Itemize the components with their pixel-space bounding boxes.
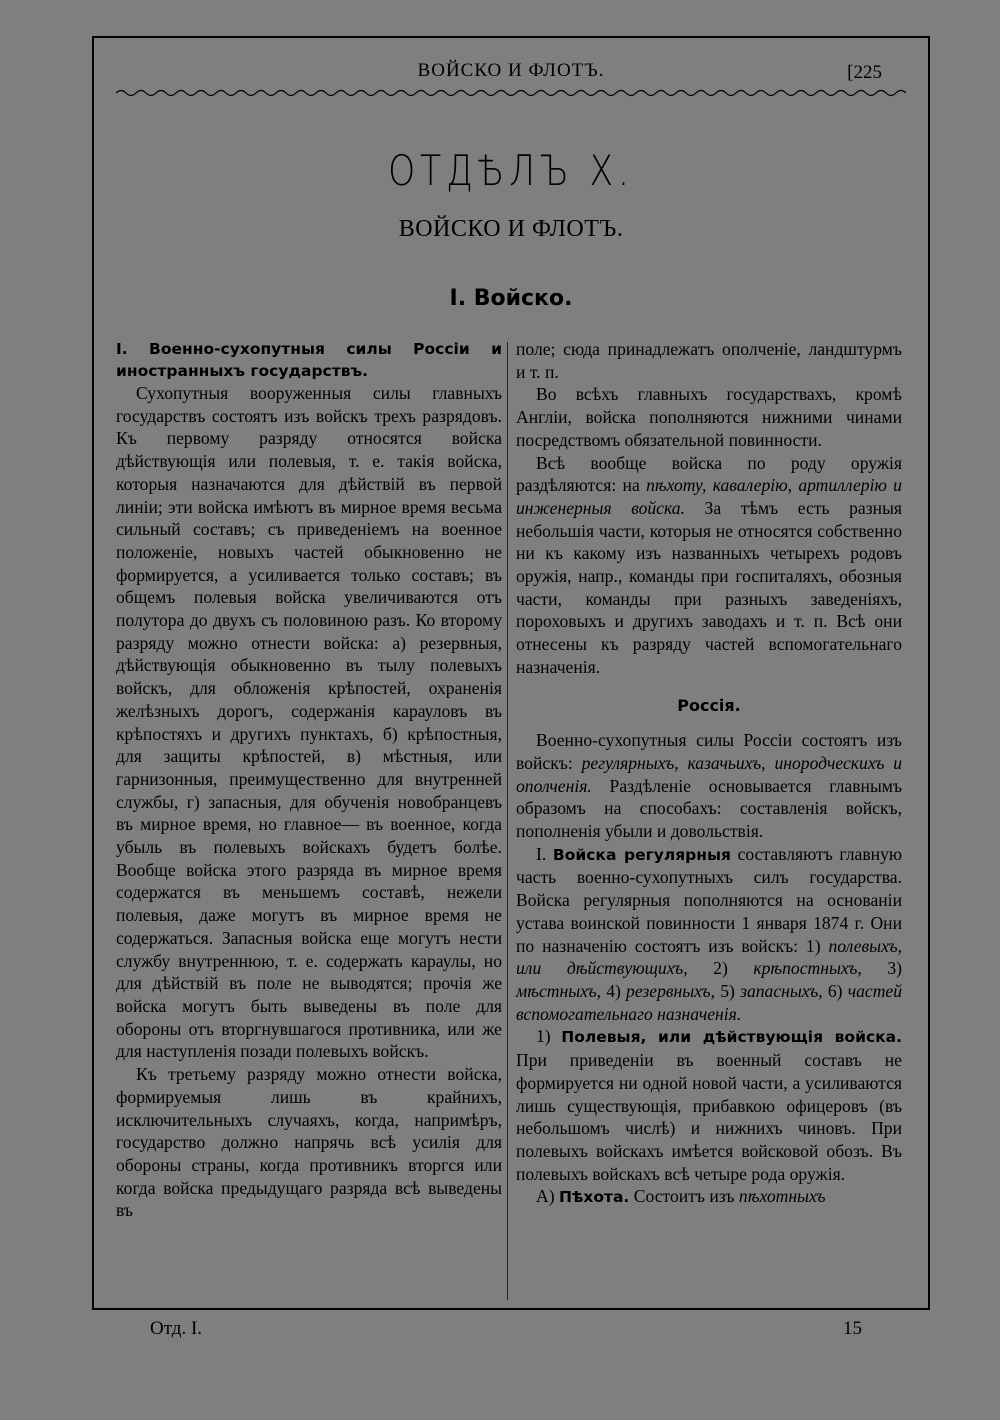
text-run: Раздѣленіе основывается главнымъ образомъ на способахъ: составленія войскъ, пополненія убыли и довольствія. (516, 775, 902, 842)
paragraph (516, 1025, 902, 1185)
footer-section-label: Отд. I. (150, 1318, 203, 1339)
section-subtitle: ВОЙСКО И ФЛОТЪ. (398, 216, 624, 242)
text-run: составляютъ главную часть военно-сухопутныхъ силъ государства. Войска регулярныя пополняются на основаніи устава воинской повинности 1 января 1874 г. Они по назначенію состоятъ изъ войскъ: 1) (516, 843, 903, 956)
paragraph: Къ третьему разряду можно отнести войска, формируемыя лишь въ крайнихъ, исключительныхъ случаяхъ, когда, напримѣръ, государство должно напрячь всѣ усилія для обороны страны, когда противникъ вторгся или когда войска предыдущаго разряда всѣ выведены въ (116, 1064, 502, 1221)
text-run: При приведеніи въ военный составъ не формируется ни одной новой части, а усиливаются лишь существующія, прибавкою офицеровъ (въ небольшомъ числѣ) и нижнихъ чиновъ. При полевыхъ войскахъ имѣется войсковой обозъ. Въ полевыхъ войскахъ всѣ четыре рода оружія. (516, 1050, 902, 1184)
text-run: 3) (861, 958, 902, 979)
paragraph: поле; сюда принадлежатъ ополченіе, ландштурмъ и т. п. (516, 339, 902, 382)
bold-run: Полевыя, или дѣйствующія войска. (561, 1028, 902, 1047)
paragraph (516, 729, 902, 843)
text-run: 2) (687, 958, 754, 979)
paragraph (516, 452, 902, 679)
paragraph: Сухопутныя вооруженныя силы главныхъ государствъ состоятъ изъ войскъ трехъ разрядовъ. Къ первому разряду относятся войска дѣйствующія или полевыя, т. е. такія войска, которыя назначаются для дѣйствій въ первой линіи; эти войска имѣютъ въ мирное время весьма сильный составъ; съ приведеніемъ на военное положеніе, новыхъ частей обыкновенно не формируется, а усиливается только составъ; въ общемъ полевыя войска увеличиваются отъ полутора до двухъ съ половиною разъ. Ко второму разряду можно отнести войска: а) резервныя, дѣйствующія обыкновенно въ тылу полевыхъ войскъ, для обложенія крѣпостей, охраненія желѣзныхъ дорогъ, содержанія карауловъ въ крѣпостяхъ и другихъ пунктахъ, б) крѣпостныя, для защиты крѣпостей, в) мѣстныя, или гарнизонныя, преимущественно для внутренней службы, г) запасныя, для обученія новобранцевъ въ мирное время, но главное— въ военное, когда убыль въ полевыхъ войскахъ будетъ болѣе. Вообще войска этого разряда въ мирное время содержатся въ меньшемъ составѣ, нежели полевыя, даже могутъ въ мирное время не содержаться. Запасныя войска еще могутъ нести службу внутреннюю, т. е. содержать караулы, но для дѣйствій въ поле не выводятся; прочія же войска могутъ быть выведены въ поле для обороны отъ вторгнувшагося противника, или же для наступленія позади полевыхъ войскъ. (116, 383, 502, 1062)
italic-run: запасныхъ, (740, 980, 823, 1001)
text-run: 6) (822, 980, 848, 1001)
bold-run: Войска регулярныя (552, 845, 731, 864)
column-divider (507, 342, 508, 1300)
text-run: 5) (715, 980, 741, 1001)
text-run: За тѣмъ есть разныя небольшія части, которыя не относятся собственно ни къ какому изъ названныхъ четырехъ родовъ оружія, напр., команды при госпиталяхъ, обозныя части, команды при разныхъ заведеніяхъ, пороховыхъ и другихъ заводахъ и т. п. Всѣ они отнесены къ разряду частей вспомогательнаго назначенія. (516, 497, 902, 677)
text-run: Всѣ вообще войска по роду оружія раздѣляются: на (516, 452, 902, 496)
text-run: 1) (536, 1026, 562, 1047)
text-run: 4) (601, 980, 627, 1001)
paragraph: Во всѣхъ главныхъ государствахъ, кромѣ Англіи, войска пополняются нижними чинами посредствомъ обязательной повинности. (516, 384, 902, 450)
left-column-heading: I. Военно-сухопутныя силы Россіи и иностранныхъ государствъ. (116, 340, 502, 380)
italic-run: частей вспомогательнаго назначенія. (516, 980, 903, 1024)
italic-run: полевыхъ, или дѣйствующихъ, (516, 935, 902, 979)
text-run: А) (536, 1186, 559, 1207)
paragraph (516, 1185, 902, 1209)
wavy-rule-divider (116, 88, 906, 98)
bold-run: Пѣхота. (558, 1188, 630, 1207)
footer-signature-number: 15 (843, 1318, 862, 1339)
running-title: ВОЙСКО И ФЛОТЪ. (417, 60, 605, 81)
text-run: I. (536, 843, 553, 864)
italic-run: пѣхоту, кавалерію, артиллерію и инженерныя войска. (516, 475, 902, 518)
text-run: Военно-сухопутныя силы Россіи состоятъ изъ войскъ: (516, 730, 902, 773)
left-column (116, 338, 502, 1222)
section-title: ОТДѢЛЪ X. (388, 146, 634, 195)
italic-run: пѣхотныхъ (738, 1186, 826, 1207)
text-run: Состоитъ изъ (629, 1186, 739, 1207)
page-number: [225 (847, 62, 882, 83)
italic-run: регулярныхъ, казачьихъ, инородческихъ и ополченія. (516, 752, 903, 796)
paragraph (516, 843, 902, 1026)
subheading-russia: Россія. (677, 695, 741, 715)
italic-run: крѣпостныхъ, (753, 958, 862, 979)
italic-run: мѣстныхъ, (516, 980, 602, 1001)
right-column (516, 338, 902, 1209)
page-frame (92, 36, 930, 1310)
chapter-heading: I. Войско. (449, 286, 573, 311)
italic-run: резервныхъ, (626, 980, 716, 1001)
